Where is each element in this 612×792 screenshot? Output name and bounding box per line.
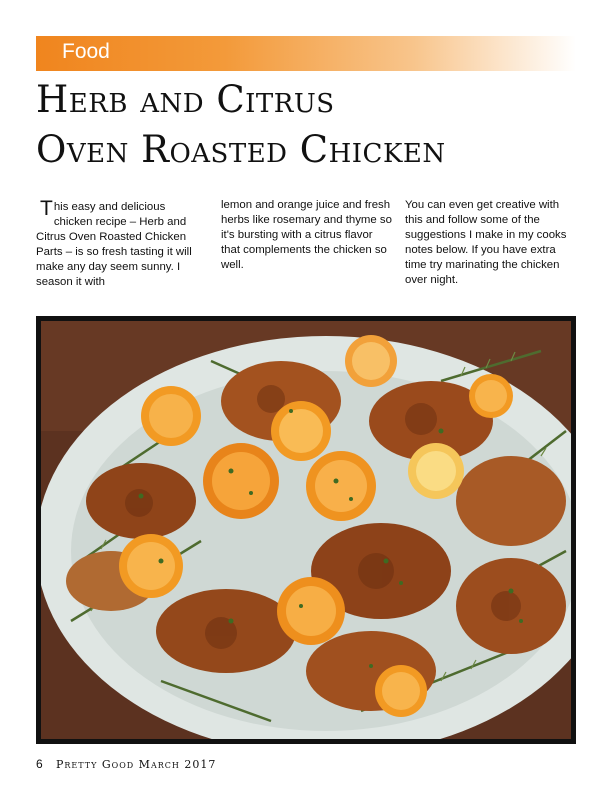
section-label: Food bbox=[62, 40, 110, 63]
article-column-1 bbox=[36, 197, 206, 290]
article-column-3 bbox=[405, 198, 577, 288]
title-line-1: Herb and Citrus bbox=[36, 78, 335, 121]
column-2-text: lemon and orange juice and fresh herbs like rosemary and thyme so it's bursting with a citrus flavor that complements the chicken so well. bbox=[221, 199, 392, 271]
page-number: 6 bbox=[36, 757, 43, 771]
chicken-photo bbox=[41, 321, 571, 739]
page-footer bbox=[36, 757, 216, 771]
magazine-issue: Pretty Good March 2017 bbox=[56, 758, 217, 771]
column-3-text: You can even get creative with this and follow some of the suggestions I make in my cooks notes below. If you have extra time try marinating the chicken over night. bbox=[405, 199, 567, 286]
chicken-photo-frame bbox=[36, 316, 576, 744]
section-header-bar bbox=[36, 36, 576, 71]
drop-cap: T bbox=[40, 197, 53, 220]
article-title bbox=[36, 75, 576, 175]
title-line-2: Oven Roasted Chicken bbox=[36, 128, 446, 171]
column-1-text: his easy and delicious chicken recipe – Herb and Citrus Oven Roasted Chicken Parts – is so fresh tasting it will make any day seem sunny. I season it with bbox=[36, 201, 192, 288]
article-column-2 bbox=[221, 198, 393, 273]
